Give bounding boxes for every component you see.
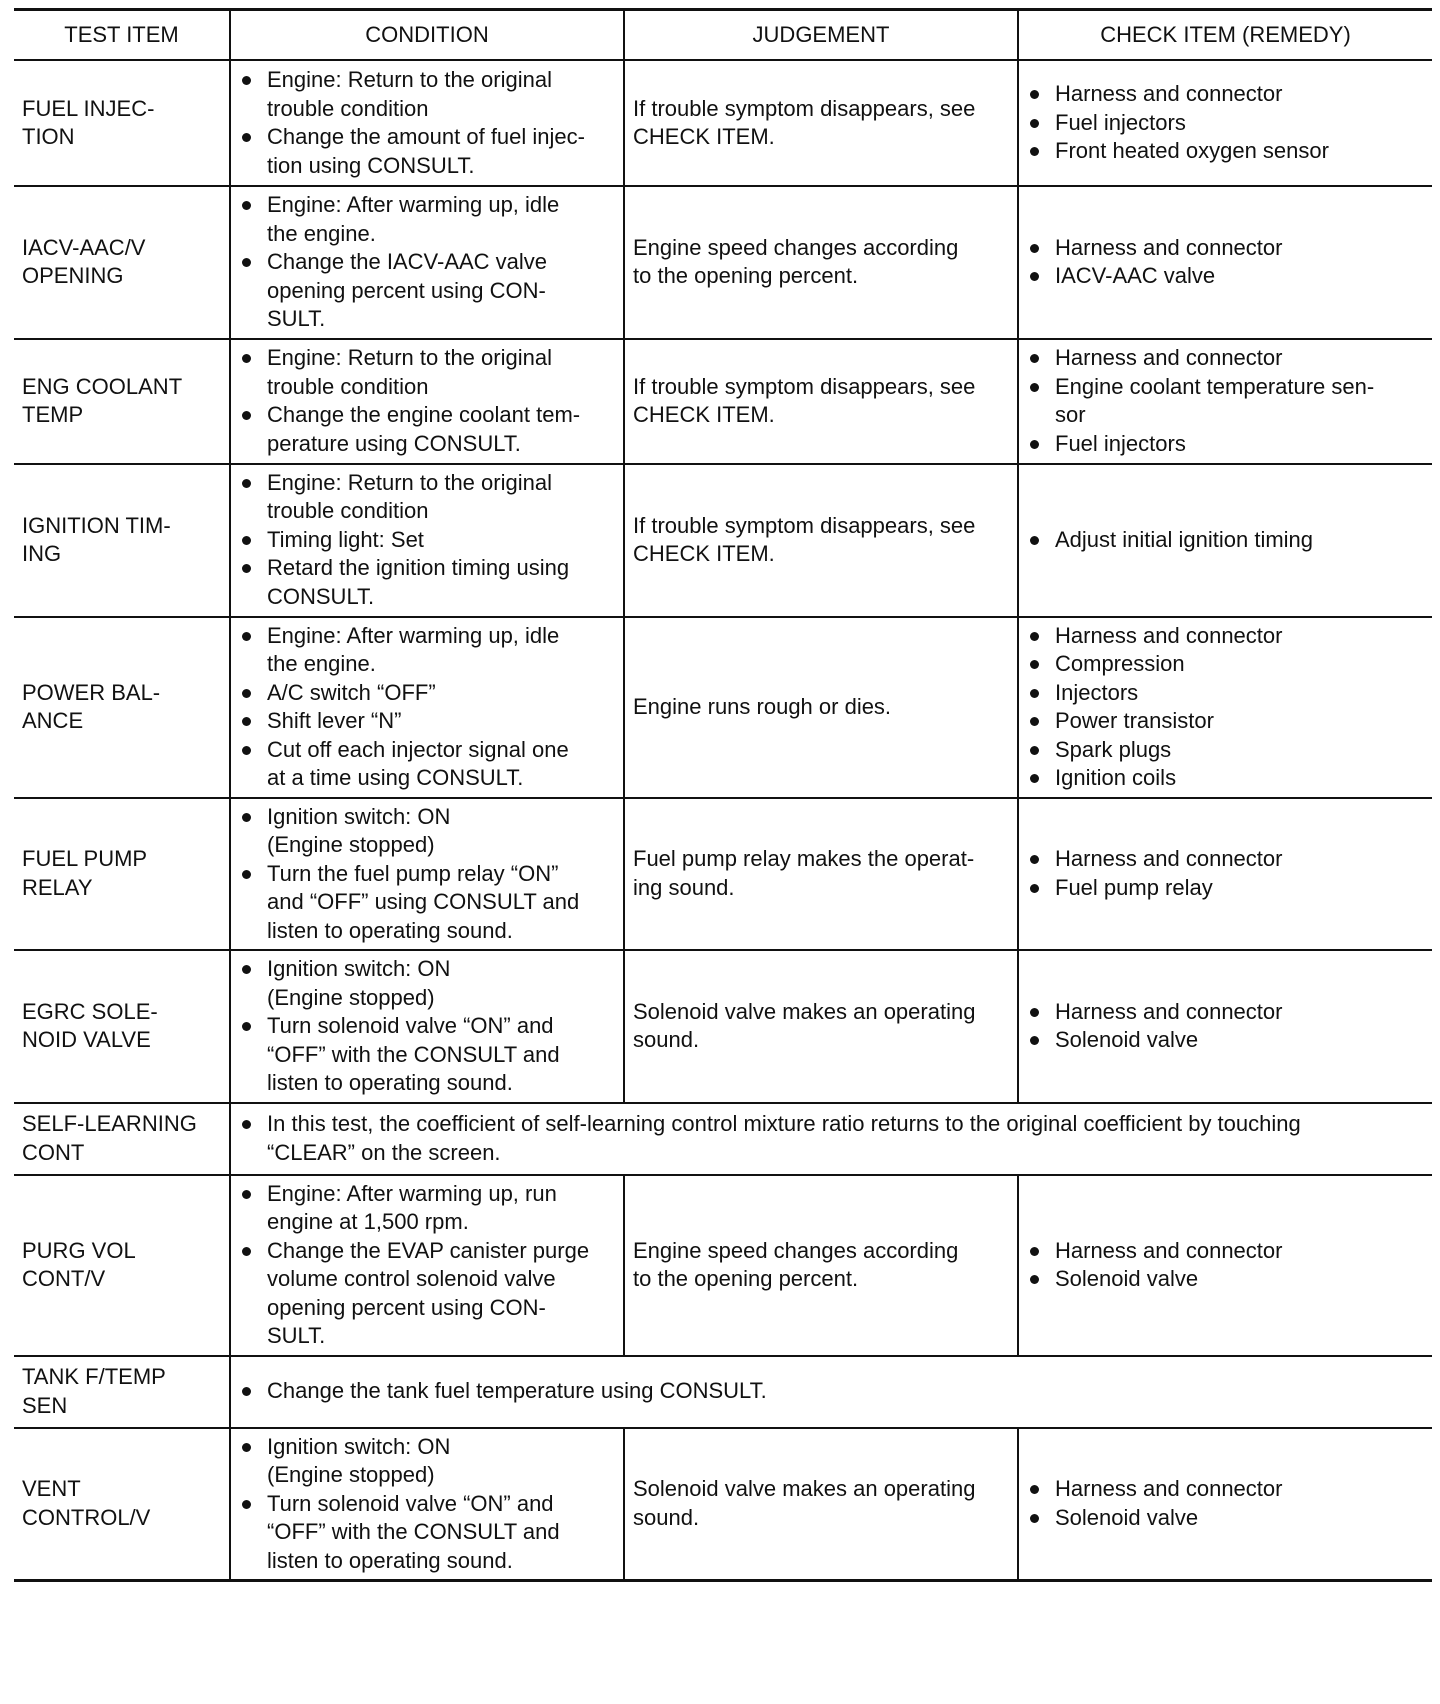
text-line: If trouble symptom disappears, see — [633, 512, 976, 538]
header-test-item: TEST ITEM — [14, 10, 230, 61]
bullet-line: tion using CONSULT. — [267, 152, 475, 178]
bullet-line: Timing light: Set — [267, 526, 424, 552]
bullet-item — [1027, 109, 1424, 138]
bullet-list — [1027, 80, 1424, 166]
bullet-list — [1027, 622, 1424, 793]
bullet-line: at a time using CONSULT. — [267, 765, 524, 790]
bullet-line: Harness and connector — [1055, 234, 1283, 260]
bullet-line: engine at 1,500 rpm. — [267, 1209, 469, 1234]
bullet-line: A/C switch “OFF” — [267, 679, 436, 705]
header-check-item: CHECK ITEM (REMEDY) — [1018, 10, 1432, 61]
table-row — [14, 60, 1432, 186]
text-line: Solenoid valve makes an operating — [633, 1476, 976, 1502]
bullet-line: trouble condition — [267, 95, 429, 121]
condition-cell — [230, 950, 624, 1103]
bullet-item — [239, 955, 615, 1012]
bullet-item — [1027, 80, 1424, 109]
bullet-line: sor — [1055, 402, 1086, 427]
bullet-line: (Engine stopped) — [267, 984, 435, 1010]
table-row — [14, 617, 1432, 798]
text-line: Engine speed changes according — [633, 1237, 959, 1263]
text-line: CONTROL/V — [22, 1504, 151, 1530]
bullet-line: Spark plugs — [1055, 736, 1172, 762]
bullet-list — [239, 66, 615, 180]
bullet-item — [239, 469, 615, 526]
judgement-cell — [624, 1428, 1018, 1581]
bullet-line: Solenoid valve — [1055, 1504, 1199, 1530]
check-item-cell — [1018, 798, 1432, 951]
condition-span-cell — [230, 1103, 1432, 1175]
bullet-item — [239, 1490, 615, 1576]
bullet-line: opening percent using CON- — [267, 1294, 546, 1320]
bullet-line: listen to operating sound. — [267, 1070, 513, 1095]
bullet-line: volume control solenoid valve — [267, 1266, 556, 1291]
bullet-item — [1027, 679, 1424, 708]
bullet-line: listen to operating sound. — [267, 917, 513, 943]
bullet-item — [239, 344, 615, 401]
test-item-cell — [14, 1356, 230, 1428]
bullet-line: listen to operating sound. — [267, 1547, 513, 1573]
bullet-line: Change the amount of fuel injec- — [267, 124, 585, 149]
bullet-item — [239, 401, 615, 458]
bullet-line: Harness and connector — [1055, 345, 1283, 370]
test-item-cell — [14, 950, 230, 1103]
bullet-line: Ignition switch: ON — [267, 1433, 451, 1459]
bullet-line: “CLEAR” on the screen. — [267, 1139, 501, 1165]
bullet-line: Engine: Return to the original — [267, 67, 552, 92]
bullet-line: Front heated oxygen sensor — [1055, 138, 1329, 164]
bullet-item — [1027, 1026, 1424, 1055]
bullet-item — [1027, 736, 1424, 765]
text-line: EGRC SOLE- — [22, 998, 158, 1024]
text-line: TION — [22, 124, 75, 149]
condition-cell — [230, 1428, 624, 1581]
bullet-item — [1027, 526, 1424, 555]
bullet-line: Change the EVAP canister purge — [267, 1237, 590, 1263]
bullet-line: Harness and connector — [1055, 622, 1283, 648]
bullet-item — [239, 1377, 1424, 1406]
bullet-line: Solenoid valve — [1055, 1027, 1199, 1053]
bullet-line: Fuel injectors — [1055, 430, 1186, 456]
bullet-item — [1027, 845, 1424, 874]
text-line: FUEL PUMP — [22, 846, 148, 872]
text-line: TANK F/TEMP — [22, 1364, 166, 1389]
text-line: POWER BAL- — [22, 679, 161, 705]
text-line: CHECK ITEM. — [633, 124, 775, 149]
bullet-line: IACV-AAC valve — [1055, 263, 1216, 289]
bullet-item — [1027, 707, 1424, 736]
bullet-line: Change the IACV-AAC valve — [267, 249, 548, 274]
bullet-item — [1027, 1265, 1424, 1294]
active-test-table — [14, 8, 1432, 1582]
bullet-item — [1027, 344, 1424, 373]
bullet-item — [1027, 234, 1424, 263]
bullet-line: CONSULT. — [267, 583, 375, 609]
bullet-line: the engine. — [267, 651, 376, 676]
check-item-cell — [1018, 1175, 1432, 1356]
text-line: SEN — [22, 1392, 68, 1418]
text-line: VENT — [22, 1476, 81, 1502]
bullet-list — [239, 1377, 1424, 1406]
bullet-line: Change the tank fuel temperature using CONSULT. — [267, 1378, 767, 1404]
check-item-cell — [1018, 950, 1432, 1103]
judgement-cell — [624, 798, 1018, 951]
condition-cell — [230, 617, 624, 798]
bullet-list — [1027, 344, 1424, 458]
bullet-line: Change the engine coolant tem- — [267, 402, 581, 427]
bullet-item — [1027, 874, 1424, 903]
test-item-cell — [14, 186, 230, 339]
bullet-list — [239, 1180, 615, 1351]
bullet-line: Solenoid valve — [1055, 1266, 1199, 1291]
bullet-list — [1027, 234, 1424, 291]
text-line: RELAY — [22, 874, 93, 900]
test-item-cell — [14, 60, 230, 186]
bullet-line: Cut off each injector signal one — [267, 736, 569, 762]
text-line: IGNITION TIM- — [22, 512, 171, 538]
header-judgement: JUDGEMENT — [624, 10, 1018, 61]
text-line: ing sound. — [633, 874, 735, 900]
bullet-item — [239, 622, 615, 679]
bullet-line: Shift lever “N” — [267, 708, 402, 733]
bullet-line: Engine coolant temperature sen- — [1055, 373, 1375, 399]
header-condition: CONDITION — [230, 10, 624, 61]
bullet-item — [239, 191, 615, 248]
judgement-cell — [624, 617, 1018, 798]
test-item-cell — [14, 1428, 230, 1581]
bullet-line: the engine. — [267, 220, 376, 246]
bullet-line: Ignition switch: ON — [267, 956, 451, 981]
bullet-list — [239, 344, 615, 458]
check-item-cell — [1018, 339, 1432, 464]
text-line: sound. — [633, 1504, 700, 1530]
bullet-line: Engine: After warming up, run — [267, 1180, 557, 1206]
bullet-line: trouble condition — [267, 373, 429, 399]
bullet-line: In this test, the coefficient of self-learning control mixture ratio returns to the original coefficient by touching — [267, 1111, 1301, 1136]
bullet-item — [1027, 622, 1424, 651]
text-line: PURG VOL — [22, 1237, 136, 1263]
bullet-item — [1027, 1504, 1424, 1533]
bullet-item — [1027, 262, 1424, 291]
check-item-cell — [1018, 60, 1432, 186]
text-line: If trouble symptom disappears, see — [633, 95, 976, 121]
bullet-item — [239, 707, 615, 736]
text-line: SELF-LEARNING — [22, 1111, 197, 1136]
judgement-cell — [624, 339, 1018, 464]
bullet-item — [239, 1110, 1424, 1167]
bullet-item — [239, 1237, 615, 1351]
table-row — [14, 464, 1432, 617]
bullet-item — [1027, 998, 1424, 1027]
judgement-cell — [624, 60, 1018, 186]
text-line: Engine runs rough or dies. — [633, 693, 892, 719]
check-item-cell — [1018, 464, 1432, 617]
table-header-row — [14, 10, 1432, 61]
table-row — [14, 1175, 1432, 1356]
text-line: to the opening percent. — [633, 1266, 859, 1291]
bullet-line: opening percent using CON- — [267, 277, 546, 303]
bullet-line: Engine: After warming up, idle — [267, 192, 560, 217]
bullet-line: Engine: Return to the original — [267, 345, 552, 370]
table-row — [14, 339, 1432, 464]
text-line: CHECK ITEM. — [633, 541, 775, 566]
bullet-list — [239, 622, 615, 793]
bullet-line: Turn solenoid valve “ON” and — [267, 1013, 554, 1038]
bullet-item — [1027, 764, 1424, 793]
bullet-line: (Engine stopped) — [267, 1462, 435, 1487]
text-line: OPENING — [22, 263, 124, 289]
text-line: Solenoid valve makes an operating — [633, 998, 976, 1024]
condition-cell — [230, 60, 624, 186]
table-body — [14, 60, 1432, 1581]
text-line: to the opening percent. — [633, 263, 859, 289]
text-line: FUEL INJEC- — [22, 95, 155, 121]
bullet-item — [1027, 137, 1424, 166]
bullet-list — [239, 1433, 615, 1576]
text-line: CHECK ITEM. — [633, 402, 775, 427]
bullet-line: Power transistor — [1055, 708, 1214, 733]
bullet-line: Retard the ignition timing using — [267, 555, 570, 581]
condition-span-cell — [230, 1356, 1432, 1428]
bullet-list — [239, 191, 615, 334]
bullet-line: SULT. — [267, 306, 326, 331]
bullet-line: Compression — [1055, 651, 1185, 676]
bullet-line: Adjust initial ignition timing — [1055, 526, 1314, 552]
text-line: NOID VALVE — [22, 1027, 151, 1053]
bullet-line: Ignition switch: ON — [267, 803, 451, 829]
condition-cell — [230, 464, 624, 617]
bullet-line: Turn solenoid valve “ON” and — [267, 1490, 554, 1516]
bullet-line: Turn the fuel pump relay “ON” — [267, 860, 559, 886]
bullet-item — [239, 123, 615, 180]
test-item-cell — [14, 339, 230, 464]
bullet-item — [239, 803, 615, 860]
bullet-item — [239, 1012, 615, 1098]
text-line: CONT/V — [22, 1266, 106, 1291]
bullet-item — [1027, 430, 1424, 459]
bullet-item — [239, 526, 615, 555]
bullet-line: Fuel injectors — [1055, 109, 1186, 135]
condition-cell — [230, 186, 624, 339]
active-test-page — [14, 8, 1432, 1582]
condition-cell — [230, 798, 624, 951]
bullet-list — [1027, 998, 1424, 1055]
bullet-line: “OFF” with the CONSULT and — [267, 1041, 560, 1067]
test-item-cell — [14, 1103, 230, 1175]
judgement-cell — [624, 1175, 1018, 1356]
bullet-line: Harness and connector — [1055, 846, 1283, 872]
bullet-line: and “OFF” using CONSULT and — [267, 889, 580, 914]
bullet-list — [239, 469, 615, 612]
text-line: ING — [22, 541, 62, 566]
text-line: Fuel pump relay makes the operat- — [633, 846, 975, 872]
check-item-cell — [1018, 186, 1432, 339]
table-row — [14, 1103, 1432, 1175]
bullet-item — [239, 1180, 615, 1237]
bullet-line: SULT. — [267, 1323, 326, 1348]
bullet-list — [1027, 526, 1424, 555]
bullet-item — [239, 860, 615, 946]
text-line: sound. — [633, 1027, 700, 1053]
text-line: ENG COOLANT — [22, 373, 183, 399]
judgement-cell — [624, 186, 1018, 339]
bullet-list — [1027, 845, 1424, 902]
text-line: If trouble symptom disappears, see — [633, 373, 976, 399]
bullet-line: Harness and connector — [1055, 1476, 1283, 1502]
condition-cell — [230, 1175, 624, 1356]
judgement-cell — [624, 950, 1018, 1103]
bullet-item — [1027, 373, 1424, 430]
text-line: ANCE — [22, 708, 84, 733]
bullet-line: Harness and connector — [1055, 998, 1283, 1024]
text-line: CONT — [22, 1139, 85, 1165]
bullet-line: “OFF” with the CONSULT and — [267, 1519, 560, 1544]
table-row — [14, 1428, 1432, 1581]
bullet-item — [1027, 650, 1424, 679]
text-line: IACV-AAC/V — [22, 234, 146, 260]
bullet-line: trouble condition — [267, 498, 429, 524]
bullet-item — [239, 66, 615, 123]
bullet-line: Harness and connector — [1055, 81, 1283, 107]
check-item-cell — [1018, 1428, 1432, 1581]
bullet-line: Ignition coils — [1055, 765, 1177, 790]
bullet-line: Injectors — [1055, 679, 1139, 705]
bullet-line: Engine: Return to the original — [267, 469, 552, 495]
bullet-line: Harness and connector — [1055, 1237, 1283, 1263]
table-row — [14, 798, 1432, 951]
test-item-cell — [14, 617, 230, 798]
text-line: TEMP — [22, 402, 84, 427]
bullet-line: (Engine stopped) — [267, 832, 435, 857]
bullet-list — [1027, 1237, 1424, 1294]
bullet-list — [239, 1110, 1424, 1167]
bullet-item — [239, 1433, 615, 1490]
bullet-list — [239, 803, 615, 946]
test-item-cell — [14, 798, 230, 951]
bullet-line: Engine: After warming up, idle — [267, 622, 560, 648]
judgement-cell — [624, 464, 1018, 617]
bullet-item — [1027, 1237, 1424, 1266]
table-row — [14, 950, 1432, 1103]
table-row — [14, 1356, 1432, 1428]
bullet-line: Fuel pump relay — [1055, 874, 1213, 900]
bullet-item — [239, 679, 615, 708]
bullet-line: perature using CONSULT. — [267, 430, 521, 456]
bullet-item — [239, 554, 615, 611]
check-item-cell — [1018, 617, 1432, 798]
bullet-item — [1027, 1475, 1424, 1504]
bullet-item — [239, 248, 615, 334]
table-row — [14, 186, 1432, 339]
text-line: Engine speed changes according — [633, 234, 959, 260]
condition-cell — [230, 339, 624, 464]
bullet-list — [239, 955, 615, 1098]
test-item-cell — [14, 1175, 230, 1356]
test-item-cell — [14, 464, 230, 617]
bullet-list — [1027, 1475, 1424, 1532]
bullet-item — [239, 736, 615, 793]
